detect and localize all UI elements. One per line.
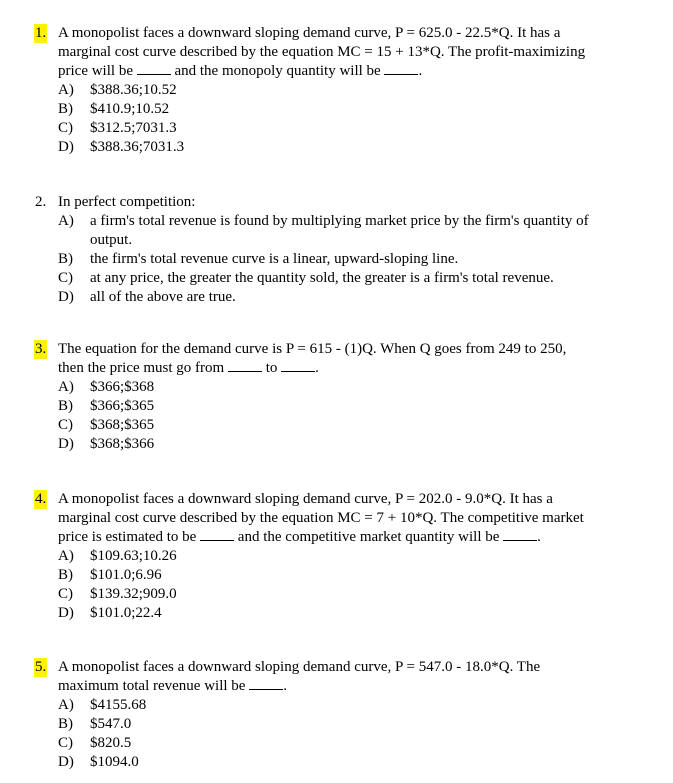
option-letter: C) [58, 120, 73, 136]
option-text: a firm's total revenue is found by multiplying market price by the firm's quantity of [90, 213, 589, 229]
answer-option-b[interactable] [0, 250, 630, 269]
answer-options [0, 547, 673, 623]
option-text: $366;$365 [90, 398, 155, 414]
stem-text: A monopolist faces a downward sloping demand curve, P = 625.0 - 22.5*Q. It has a [58, 25, 561, 41]
answer-option-a[interactable] [0, 81, 630, 100]
answer-option-b[interactable] [0, 100, 630, 119]
answer-option-d[interactable] [0, 435, 630, 454]
question-1 [0, 24, 673, 157]
answer-option-b[interactable] [0, 397, 630, 416]
answer-options [0, 378, 673, 454]
stem-text: and the monopoly quantity will be [170, 63, 385, 79]
question-stem-line [0, 24, 628, 43]
question-number: 4. [35, 491, 47, 507]
answer-option-a[interactable] [0, 696, 630, 715]
answer-option-c[interactable] [0, 416, 630, 435]
option-text: $547.0 [90, 716, 132, 732]
answer-blank [228, 359, 262, 372]
option-letter: D) [58, 436, 74, 452]
question-stem-line [0, 340, 628, 359]
question-stem-line [0, 43, 628, 62]
option-letter: D) [58, 139, 74, 155]
option-letter: B) [58, 251, 73, 267]
question-3 [0, 340, 673, 454]
option-letter: D) [58, 605, 74, 621]
answer-blank [503, 528, 537, 541]
answer-option-c[interactable] [0, 269, 630, 288]
stem-text: The equation for the demand curve is P = 615 - (1)Q. When Q goes from 249 to 250, [58, 341, 567, 357]
stem-text: . [537, 529, 541, 545]
answer-option-d[interactable] [0, 753, 630, 772]
stem-text: marginal cost curve described by the equation MC = 15 + 13*Q. The profit-maximizing [58, 44, 586, 60]
option-letter: C) [58, 270, 73, 286]
answer-option-b[interactable] [0, 715, 630, 734]
question-number: 5. [35, 659, 47, 675]
answer-blank [384, 62, 418, 75]
option-letter: A) [58, 379, 74, 395]
stem-text: maximum total revenue will be [58, 678, 250, 694]
stem-text: marginal cost curve described by the equation MC = 7 + 10*Q. The competitive market [58, 510, 584, 526]
stem-text: to [261, 360, 282, 376]
stem-text: . [283, 678, 287, 694]
stem-text: and the competitive market quantity will be [234, 529, 504, 545]
option-letter: D) [58, 754, 74, 770]
answer-option-d[interactable] [0, 288, 630, 307]
answer-blank [200, 528, 234, 541]
question-number: 1. [35, 25, 47, 41]
option-letter: B) [58, 716, 73, 732]
question-number: 2. [35, 194, 47, 210]
option-letter: C) [58, 586, 73, 602]
stem-text: price will be [58, 63, 137, 79]
option-text: $368;$366 [90, 436, 155, 452]
question-stem-line [0, 528, 628, 547]
answer-options [0, 81, 673, 157]
question-4 [0, 490, 673, 623]
stem-text: In perfect competition: [58, 194, 196, 210]
answer-option-b[interactable] [0, 566, 630, 585]
option-letter: B) [58, 567, 73, 583]
option-text: $312.5;7031.3 [90, 120, 177, 136]
stem-text: A monopolist faces a downward sloping demand curve, P = 547.0 - 18.0*Q. The [58, 659, 541, 675]
answer-option-a[interactable] [0, 378, 630, 397]
option-letter: A) [58, 548, 74, 564]
option-letter: A) [58, 213, 74, 229]
question-2 [0, 193, 673, 307]
stem-text: price is estimated to be [58, 529, 201, 545]
option-text: $101.0;22.4 [90, 605, 162, 621]
option-text: all of the above are true. [90, 289, 236, 305]
answer-option-c[interactable] [0, 734, 630, 753]
question-stem-line [0, 658, 628, 677]
stem-text: then the price must go from [58, 360, 228, 376]
option-letter: C) [58, 735, 73, 751]
option-text: $101.0;6.96 [90, 567, 162, 583]
option-letter: B) [58, 398, 73, 414]
option-letter: A) [58, 82, 74, 98]
option-text: $410.9;10.52 [90, 101, 170, 117]
question-5 [0, 658, 673, 772]
option-text: $1094.0 [90, 754, 139, 770]
option-letter: B) [58, 101, 73, 117]
answer-blank [137, 62, 171, 75]
question-stem-line [0, 490, 628, 509]
option-text: $139.32;909.0 [90, 586, 177, 602]
question-stem-line [0, 509, 628, 528]
option-letter: D) [58, 289, 74, 305]
answer-option-a[interactable] [0, 547, 630, 566]
answer-options [0, 212, 673, 307]
question-stem-line [0, 677, 628, 696]
answer-option-c[interactable] [0, 119, 630, 138]
option-text: $4155.68 [90, 697, 147, 713]
option-text: $820.5 [90, 735, 132, 751]
option-text: at any price, the greater the quantity sold, the greater is a firm's total revenue. [90, 270, 554, 286]
question-stem-line [0, 359, 628, 378]
stem-text: . [315, 360, 319, 376]
option-letter: A) [58, 697, 74, 713]
option-text: the firm's total revenue curve is a linear, upward-sloping line. [90, 251, 459, 267]
answer-option-d[interactable] [0, 604, 630, 623]
option-text-continued: output. [90, 232, 133, 248]
question-stem-line [0, 193, 628, 212]
option-text: $368;$365 [90, 417, 155, 433]
answer-option-d[interactable] [0, 138, 630, 157]
stem-text: . [418, 63, 423, 79]
question-number: 3. [35, 341, 47, 357]
answer-options [0, 696, 673, 772]
option-text: $388.36;10.52 [90, 82, 177, 98]
question-stem-line [0, 62, 628, 81]
answer-blank [249, 677, 283, 690]
option-text: $366;$368 [90, 379, 155, 395]
answer-blank [281, 359, 315, 372]
option-letter: C) [58, 417, 73, 433]
stem-text: A monopolist faces a downward sloping demand curve, P = 202.0 - 9.0*Q. It has a [58, 491, 553, 507]
option-text: $109.63;10.26 [90, 548, 177, 564]
option-text: $388.36;7031.3 [90, 139, 185, 155]
answer-option-c[interactable] [0, 585, 630, 604]
answer-option-a[interactable] [0, 212, 630, 250]
